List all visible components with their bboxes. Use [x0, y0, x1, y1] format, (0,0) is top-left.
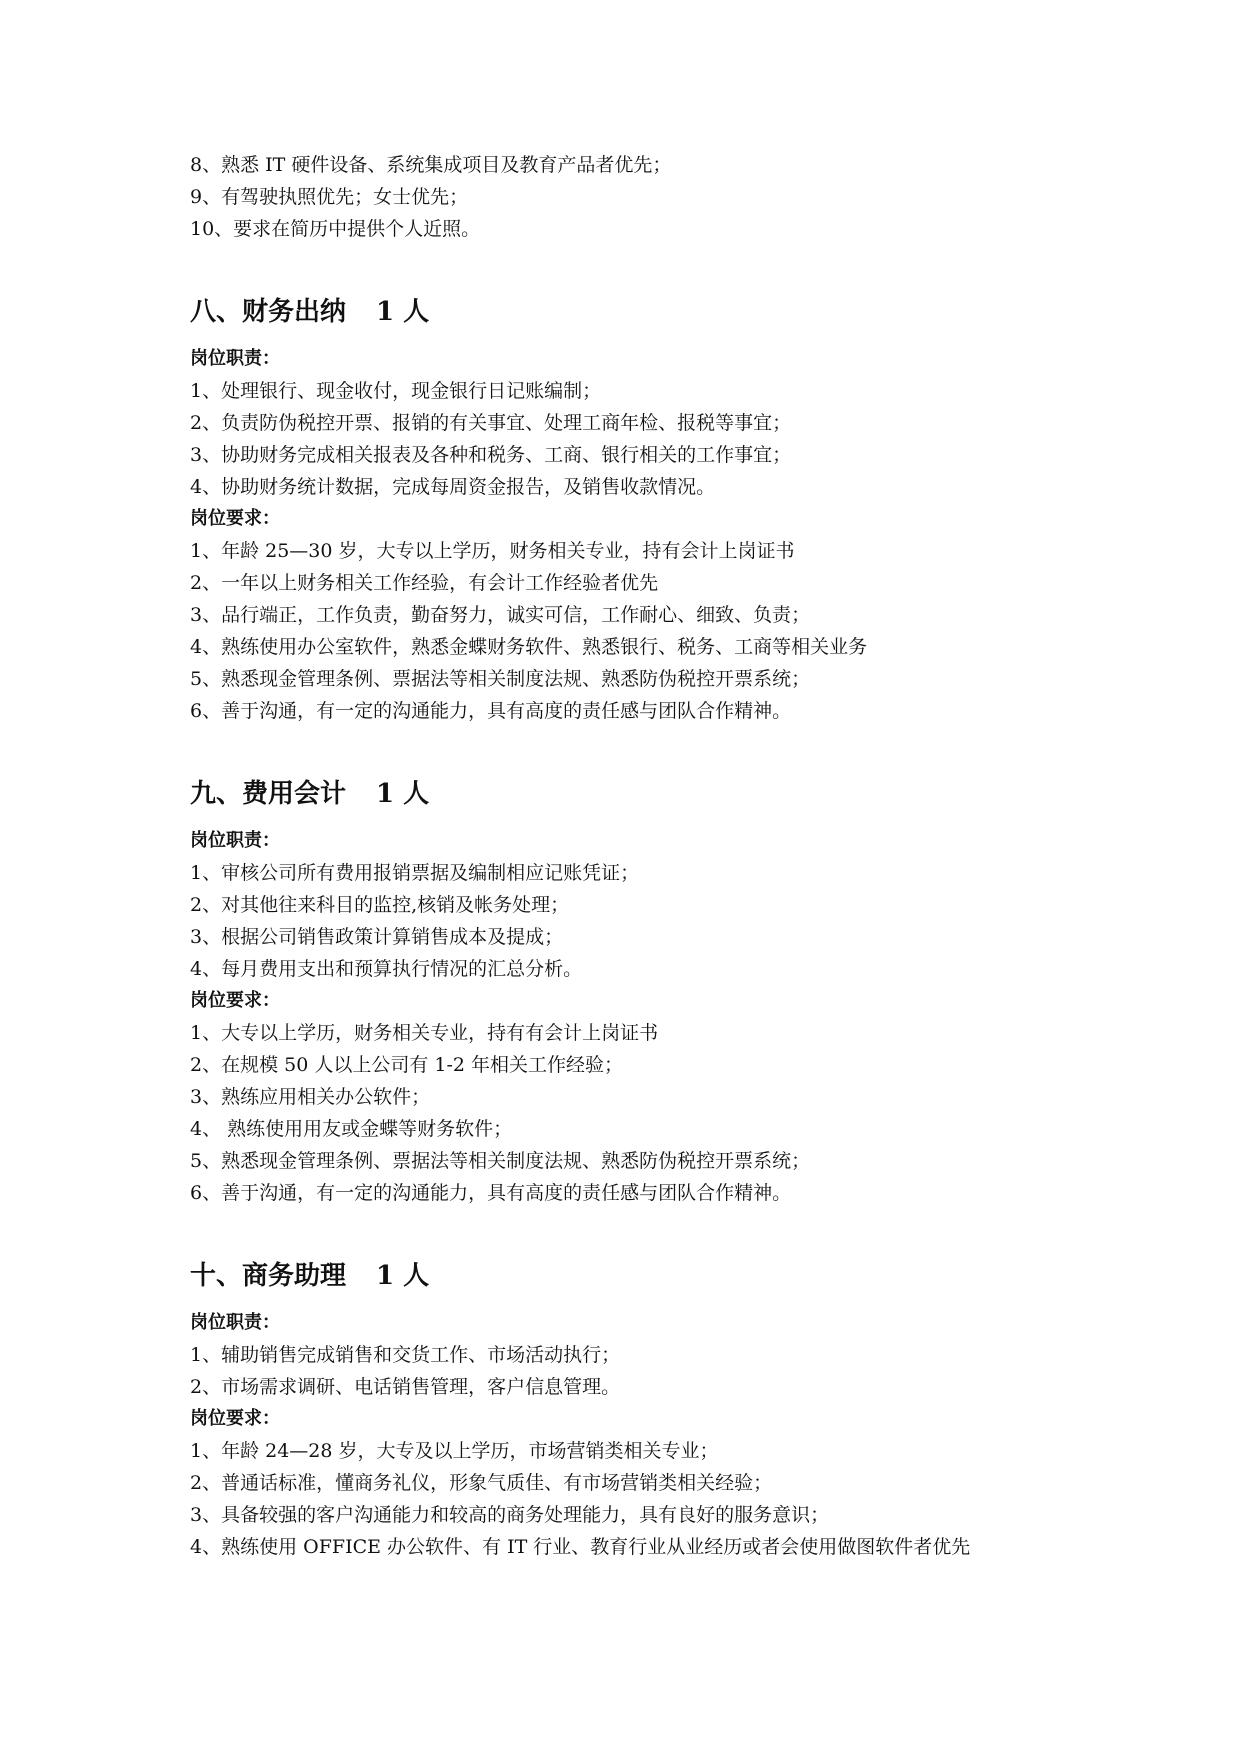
intro-item: 8、熟悉 IT 硬件设备、系统集成项目及教育产品者优先；	[190, 154, 672, 176]
duty-item: 2、市场需求调研、电话销售管理，客户信息管理。	[190, 1376, 621, 1398]
section-headcount: 1 人	[376, 297, 430, 327]
requirement-item: 3、品行端正，工作负责，勤奋努力，诚实可信，工作耐心、细致、负责；	[190, 604, 811, 626]
section-title: 九、费用会计	[190, 779, 347, 809]
section-heading	[190, 778, 429, 810]
duties-label: 岗位职责：	[190, 1312, 280, 1333]
requirement-item: 4、 熟练使用用友或金蝶等财务软件；	[190, 1118, 513, 1140]
intro-item: 10、要求在简历中提供个人近照。	[190, 218, 481, 240]
requirements-label: 岗位要求：	[190, 990, 280, 1011]
requirement-item: 5、熟悉现金管理条例、票据法等相关制度法规、熟悉防伪税控开票系统；	[190, 1150, 811, 1172]
duty-item: 1、辅助销售完成销售和交货工作、市场活动执行；	[190, 1344, 621, 1366]
section-headcount: 1 人	[376, 779, 430, 809]
requirement-item: 1、大专以上学历，财务相关专业，持有有会计上岗证书	[190, 1022, 659, 1044]
requirement-item: 1、年龄 25—30 岁，大专以上学历，财务相关专业，持有会计上岗证书	[190, 540, 795, 562]
duty-item: 3、协助财务完成相关报表及各种和税务、工商、银行相关的工作事宜；	[190, 444, 792, 466]
requirement-item: 2、一年以上财务相关工作经验，有会计工作经验者优先	[190, 572, 659, 594]
requirement-item: 3、具备较强的客户沟通能力和较高的商务处理能力，具有良好的服务意识；	[190, 1504, 830, 1526]
intro-item: 9、有驾驶执照优先；女士优先；	[190, 186, 469, 208]
section-headcount: 1 人	[376, 1261, 430, 1291]
section-heading	[190, 296, 429, 328]
requirement-item: 3、熟练应用相关办公软件；	[190, 1086, 431, 1108]
duty-item: 4、协助财务统计数据，完成每周资金报告，及销售收款情况。	[190, 476, 716, 498]
duty-item: 2、负责防伪税控开票、报销的有关事宜、处理工商年检、报税等事宜；	[190, 412, 792, 434]
duties-label: 岗位职责：	[190, 348, 280, 369]
requirements-label: 岗位要求：	[190, 508, 280, 529]
section-title: 八、财务出纳	[190, 297, 347, 327]
requirement-item: 2、普通话标准，懂商务礼仪，形象气质佳、有市场营销类相关经验；	[190, 1472, 773, 1494]
requirements-label: 岗位要求：	[190, 1408, 280, 1429]
section-heading	[190, 1260, 429, 1292]
duties-label: 岗位职责：	[190, 830, 280, 851]
duty-item: 1、处理银行、现金收付，现金银行日记账编制；	[190, 380, 602, 402]
requirement-item: 6、善于沟通，有一定的沟通能力，具有高度的责任感与团队合作精神。	[190, 1182, 792, 1204]
duty-item: 1、审核公司所有费用报销票据及编制相应记账凭证；	[190, 862, 640, 884]
requirement-item: 6、善于沟通，有一定的沟通能力，具有高度的责任感与团队合作精神。	[190, 700, 792, 722]
duty-item: 3、根据公司销售政策计算销售成本及提成；	[190, 926, 564, 948]
requirement-item: 4、熟练使用办公室软件，熟悉金蝶财务软件、熟悉银行、税务、工商等相关业务	[190, 636, 868, 658]
requirement-item: 5、熟悉现金管理条例、票据法等相关制度法规、熟悉防伪税控开票系统；	[190, 668, 811, 690]
section-title: 十、商务助理	[190, 1261, 347, 1291]
requirement-item: 4、熟练使用 OFFICE 办公软件、有 IT 行业、教育行业从业经历或者会使用做图软件者优先	[190, 1536, 971, 1558]
requirement-item: 2、在规模 50 人以上公司有 1-2 年相关工作经验；	[190, 1054, 624, 1076]
duty-item: 2、对其他往来科目的监控,核销及帐务处理；	[190, 894, 570, 916]
requirement-item: 1、年龄 24—28 岁，大专及以上学历，市场营销类相关专业；	[190, 1440, 719, 1462]
duty-item: 4、每月费用支出和预算执行情况的汇总分析。	[190, 958, 583, 980]
